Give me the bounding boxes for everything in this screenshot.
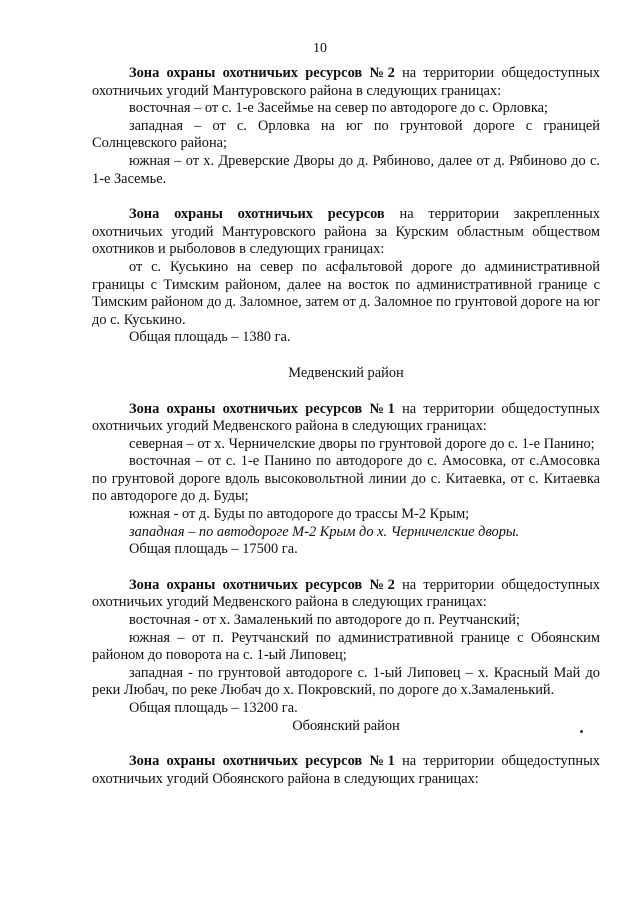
zone-heading: Зона охраны охотничьих ресурсов xyxy=(129,206,385,223)
boundary-line: западная – от с. Орловка на юг по грунтовой дороге с границей Солнцевского района; xyxy=(92,117,600,152)
boundary-line: от с. Куськино на север по асфальтовой дороге до административной границы с Тимским районом, далее на восток по административной границе с Тимским районом до д. Заломное, затем от д. Заломное по грунтовой дороге на юг до с. Куськино. xyxy=(92,258,600,328)
zone-intro-text: на территории общедоступных охотничьих угодий Мантуровского района в следующих границах: xyxy=(92,65,600,99)
scan-speck xyxy=(580,730,583,733)
boundary-line: южная – от п. Реутчанский по административной границе с Обоянским районом до поворота на с. 1-ый Липовец; xyxy=(92,629,600,664)
zone-intro xyxy=(92,753,600,788)
zone-heading: Зона охраны охотничьих ресурсов №2 xyxy=(129,65,395,81)
zone-intro-text: на территории общедоступных охотничьих угодий Медвенского района в следующих границах: xyxy=(92,576,600,611)
district-heading: Медвенский район xyxy=(288,364,404,381)
boundary-line: северная – от х. Черничелские дворы по грунтовой дороге до с. 1-е Панино; xyxy=(129,435,595,452)
zone-intro xyxy=(92,577,600,612)
total-area: Общая площадь – 13200 га. xyxy=(129,700,298,716)
page-number: 10 xyxy=(313,41,327,56)
zone-intro xyxy=(92,65,600,100)
total-area: Общая площадь – 1380 га. xyxy=(129,329,291,346)
boundary-line: южная – от х. Древерские Дворы до д. Рябиново, далее от д. Рябиново до с. 1-е Засемье. xyxy=(92,152,600,187)
zone-heading: Зона охраны охотничьих ресурсов №2 xyxy=(129,576,395,593)
zone-intro xyxy=(92,401,600,436)
boundary-line: западная - по грунтовой автодороге с. 1-ый Липовец – х. Красный Май до реки Любач, по реке Любач до х. Покровский, по дороге до х.Замаленький. xyxy=(92,664,600,699)
boundary-line: восточная - от х. Замаленький по автодороге до п. Реутчанский; xyxy=(129,612,520,629)
boundary-line: восточная – от с. 1-е Засеймье на север по автодороге до с. Орловка; xyxy=(129,100,548,117)
zone-intro-text: на территории общедоступных охотничьих угодий Медвенского района в следующих границах: xyxy=(92,400,600,435)
boundary-line: западная – по автодороге М-2 Крым до х. Черничелские дворы. xyxy=(129,523,520,540)
zone-intro-text: на территории общедоступных охотничьих угодий Обоянского района в следующих границах: xyxy=(92,753,600,787)
total-area: Общая площадь – 17500 га. xyxy=(129,541,298,558)
zone-heading: Зона охраны охотничьих ресурсов №1 xyxy=(129,753,395,770)
zone-intro-text: на территории закрепленных охотничьих угодий Мантуровского района за Курским областным обществом охотников и рыболовов в следующих границах: xyxy=(92,206,600,258)
zone-heading: Зона охраны охотничьих ресурсов №1 xyxy=(129,400,395,417)
boundary-line: восточная – от с. 1-е Панино по автодороге до с. Амосовка, от с.Амосовка по грунтовой дороге вдоль высоковольтной линии до с. Китаевка, от с. Китаевка по автодороге до д. Буды; xyxy=(92,453,600,505)
zone-intro xyxy=(92,206,600,259)
boundary-line: южная - от д. Буды по автодороге до трассы М-2 Крым; xyxy=(129,506,470,523)
district-heading: Обоянский район xyxy=(292,717,400,734)
document-body xyxy=(92,65,600,788)
